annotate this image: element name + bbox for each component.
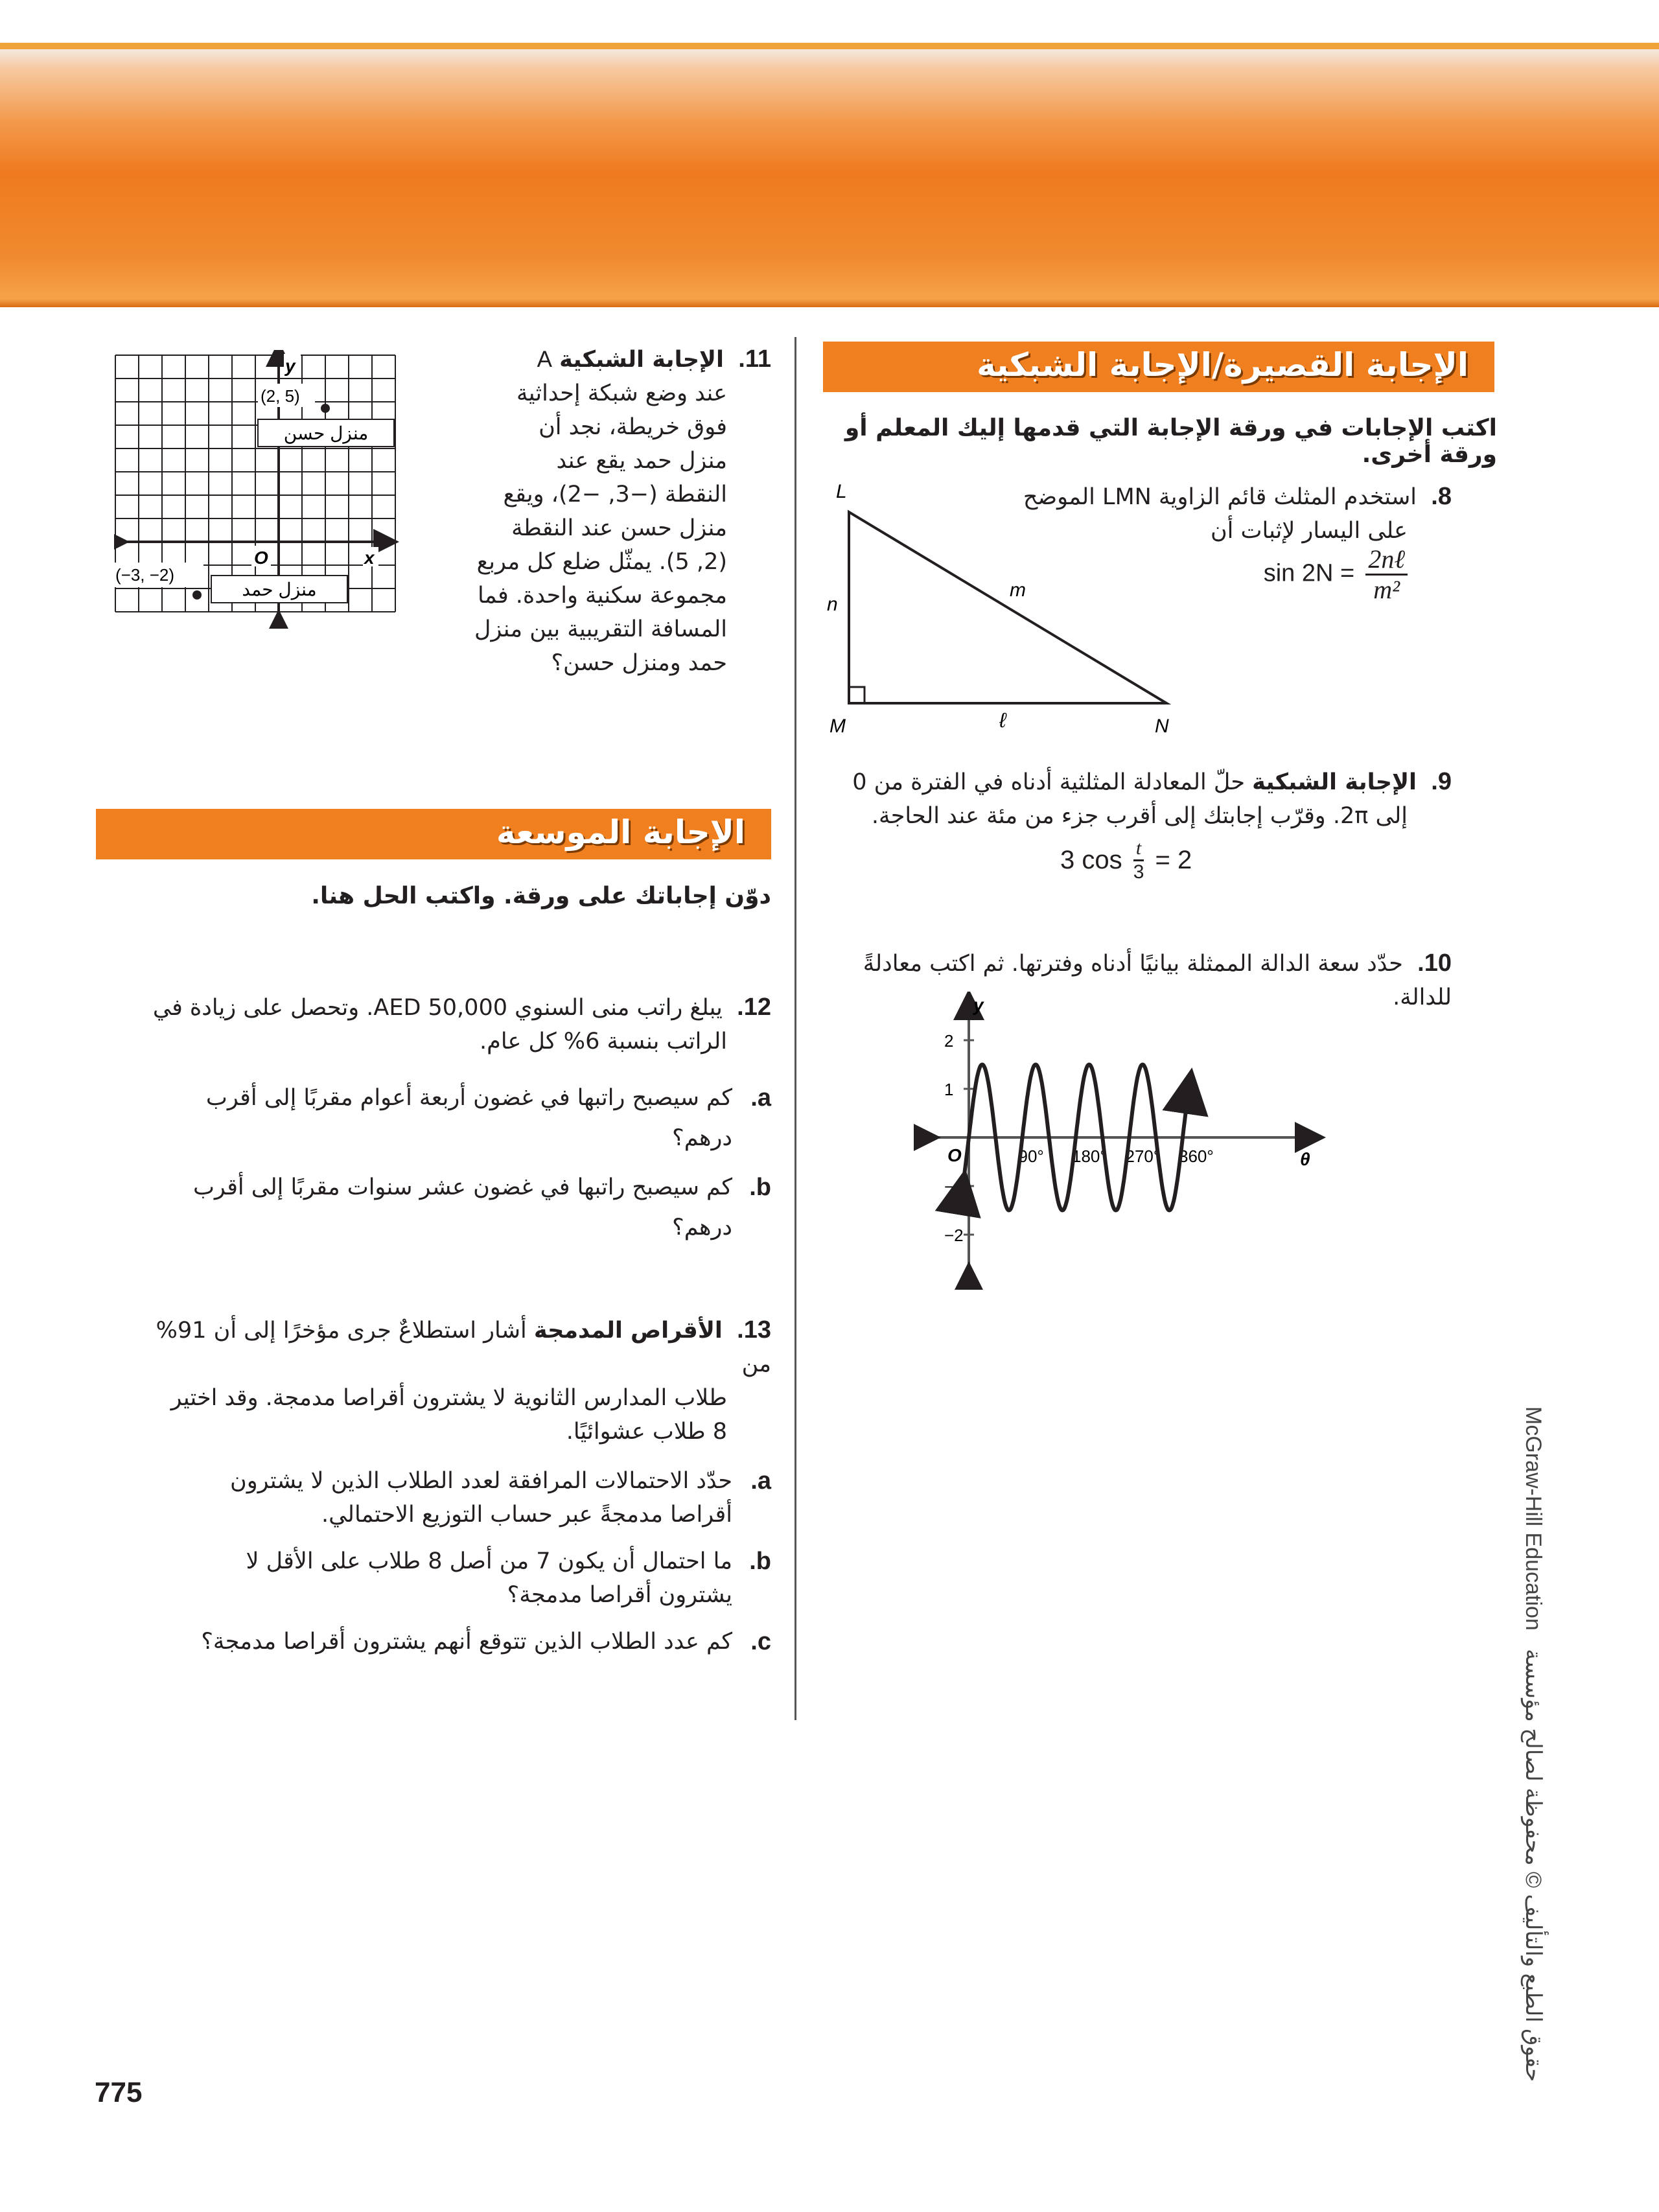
y-tick-label: −2 <box>944 1226 964 1245</box>
q13-a-text: حدّد الاحتمالات المرافقة لعدد الطلاب الذين لا يشترون أقراصا مدمجةً عبر حساب التوزيع الاحتمالي. <box>229 1468 732 1528</box>
column-divider <box>795 337 796 1720</box>
x-tick-label: 270° <box>1125 1147 1161 1166</box>
q9-line2: إلى 2π. وقرّب إجابتك إلى أقرب جزء من مئة عند الحاجة. <box>871 803 1408 829</box>
q8-eq-numerator: 2nℓ <box>1365 545 1408 576</box>
header-banner-edge <box>0 43 1659 49</box>
q11-label: الإجابة الشبكية <box>559 347 724 373</box>
q13-line2: طلاب المدارس الثانوية لا يشترون أقراصا مدمجة. وقد اختير <box>170 1385 727 1411</box>
point-hamad <box>192 590 202 600</box>
graph-x-label: θ <box>1300 1149 1310 1169</box>
page-number: 775 <box>95 2077 143 2108</box>
q8-number: 8. <box>1431 483 1452 510</box>
vertex-N: N <box>1155 716 1169 732</box>
q9-number: 9. <box>1431 768 1452 795</box>
question-12 <box>91 990 771 1248</box>
q9-eq-numerator: t <box>1133 837 1144 861</box>
question-11: 11. الإجابة الشبكية A عند وضع شبكة إحداثية فوق خريطة، نجد أن منزل حمد يقع عند النقطة (−3, −2)، ويقع منزل حسن عند النقطة (2, 5). يمثّل ضلع كل مربع مجموعة سكنية واحدة. فما المسافة التقريبية بين منزل حمد ومنزل حسن؟ <box>447 342 771 680</box>
graph-origin: O <box>947 1145 962 1165</box>
grid-point1-label: (2, 5) <box>261 386 300 406</box>
q13-line3: 8 طلاب عشوائيًا. <box>566 1419 727 1445</box>
q12-part-b <box>91 1167 771 1248</box>
section-header-extended: الإجابة الموسعة <box>96 809 771 859</box>
section-header-short-answer: الإجابة القصيرة/الإجابة الشبكية <box>823 342 1494 392</box>
q13-part-c <box>123 1625 771 1659</box>
grid-x-label: x <box>364 548 375 568</box>
q13-a-label: a. <box>750 1467 771 1495</box>
q13-c-text: كم عدد الطلاب الذين تتوقع أنهم يشترون أقراصا مدمجة؟ <box>201 1629 732 1655</box>
vertex-M: M <box>830 716 846 732</box>
q8-line1: استخدم المثلث قائم الزاوية LMN الموضح <box>1023 484 1417 510</box>
q9-eq-denominator: 3 <box>1133 861 1144 883</box>
q11-text-line: النقطة (−3, −2)، ويقع <box>503 482 727 507</box>
q9-eq-right: = 2 <box>1155 846 1192 874</box>
q12-b-label: b. <box>749 1174 771 1201</box>
triangle-lmn-figure <box>823 473 1186 732</box>
y-tick-label: 1 <box>944 1080 954 1099</box>
q13-label: الأقراص المدمجة <box>533 1318 723 1344</box>
q10-number: 10. <box>1417 949 1452 977</box>
grid-point2-label: (−3, −2) <box>115 565 175 585</box>
question-9 <box>836 765 1452 833</box>
q13-b-label: b. <box>749 1548 771 1575</box>
sine-graph <box>914 992 1328 1290</box>
x-tick-label: 180° <box>1072 1147 1107 1166</box>
side-publisher: McGraw-Hill Education <box>1521 1406 1546 1631</box>
point-hasan <box>321 404 330 413</box>
q8-eq-left: sin 2N = <box>1263 559 1355 587</box>
triangle-lmn <box>849 512 1166 703</box>
q9-equation <box>1060 837 1192 889</box>
graph-y-label: y <box>973 995 984 1015</box>
q11-text-line: (2, 5). يمثّل ضلع كل مربع <box>476 549 727 575</box>
x-tick-label: 360° <box>1179 1147 1214 1166</box>
q11-text-line: المسافة التقريبية بين منزل <box>474 616 727 642</box>
q11-text-line: مجموعة سكنية واحدة. فما <box>478 583 727 609</box>
q13-part-a <box>123 1464 771 1531</box>
grid-y-label: y <box>285 356 296 376</box>
extended-instruction: دوّن إجاباتك على ورقة. واكتب الحل هنا. <box>311 883 771 909</box>
q12-line1: يبلغ راتب منى السنوي AED 50,000. وتحصل على زيادة في <box>152 995 723 1021</box>
house1-label: منزل حسن <box>283 423 369 443</box>
q11-text <box>447 377 771 680</box>
q13-line1: أشار استطلاعٌ جرى مؤخرًا إلى أن 91% من <box>156 1318 771 1377</box>
x-tick-label: 90° <box>1018 1147 1044 1166</box>
q9-line1: حلّ المعادلة المثلثية أدناه في الفترة من 0 <box>852 769 1245 795</box>
right-angle-mark <box>849 687 864 703</box>
q9-eq-left: 3 cos <box>1060 846 1122 874</box>
side-l: ℓ <box>999 708 1006 732</box>
q10-text: حدّد سعة الدالة الممثلة بيانيًا أدناه وفترتها. ثم اكتب معادلةً للدالة. <box>863 951 1452 1010</box>
q13-part-b <box>123 1544 771 1612</box>
q11-coordinate-grid <box>114 350 399 629</box>
side-n: n <box>827 594 838 615</box>
q8-eq-denominator: m² <box>1373 575 1400 604</box>
q12-part-a <box>91 1078 771 1158</box>
sine-curve <box>962 1065 1189 1211</box>
q12-number: 12. <box>737 994 771 1021</box>
grid-origin-label: O <box>254 548 268 568</box>
q12-line2: الراتب بنسبة 6% كل عام. <box>480 1029 727 1054</box>
house2-label: منزل حمد <box>242 579 317 600</box>
q12-a-text: كم سيصبح راتبها في غضون أربعة أعوام مقربًا إلى أقرب درهم؟ <box>205 1085 732 1151</box>
q11-text-line: منزل حسن عند النقطة <box>511 515 727 541</box>
q11-text-line: فوق خريطة، نجد أن <box>539 414 727 440</box>
q13-c-label: c. <box>750 1628 771 1655</box>
q11-text-line: عند وضع شبكة إحداثية <box>516 380 727 406</box>
side-copyright <box>1507 1406 1585 2082</box>
q11-text-line: حمد ومنزل حسن؟ <box>551 650 727 676</box>
question-13 <box>123 1313 771 1659</box>
short-answer-instruction: اكتب الإجابات في ورقة الإجابة التي قدمها إليك المعلم أو ورقة أخرى. <box>844 415 1497 468</box>
q13-b-text: ما احتمال أن يكون 7 من أصل 8 طلاب على الأقل لا يشترون أقراصا مدمجة؟ <box>246 1548 732 1608</box>
q11-text-line: منزل حمد يقع عند <box>556 448 727 474</box>
q12-a-label: a. <box>750 1084 771 1112</box>
y-tick-label: −1 <box>944 1177 964 1196</box>
q11-number: 11. <box>738 345 771 373</box>
y-tick-label: 2 <box>944 1031 954 1051</box>
vertex-L: L <box>836 481 847 502</box>
side-m: m <box>1010 579 1026 601</box>
q9-label: الإجابة الشبكية <box>1252 769 1417 795</box>
header-banner <box>0 43 1659 307</box>
q13-number: 13. <box>737 1316 771 1344</box>
q12-b-text: كم سيصبح راتبها في غضون عشر سنوات مقربًا إلى أقرب درهم؟ <box>192 1174 732 1240</box>
side-copyright-text: حقوق الطبع والتأليف © محفوظة لصالح مؤسسة <box>1521 1649 1546 2082</box>
q8-line2: على اليسار لإثبات أن <box>1210 518 1408 544</box>
